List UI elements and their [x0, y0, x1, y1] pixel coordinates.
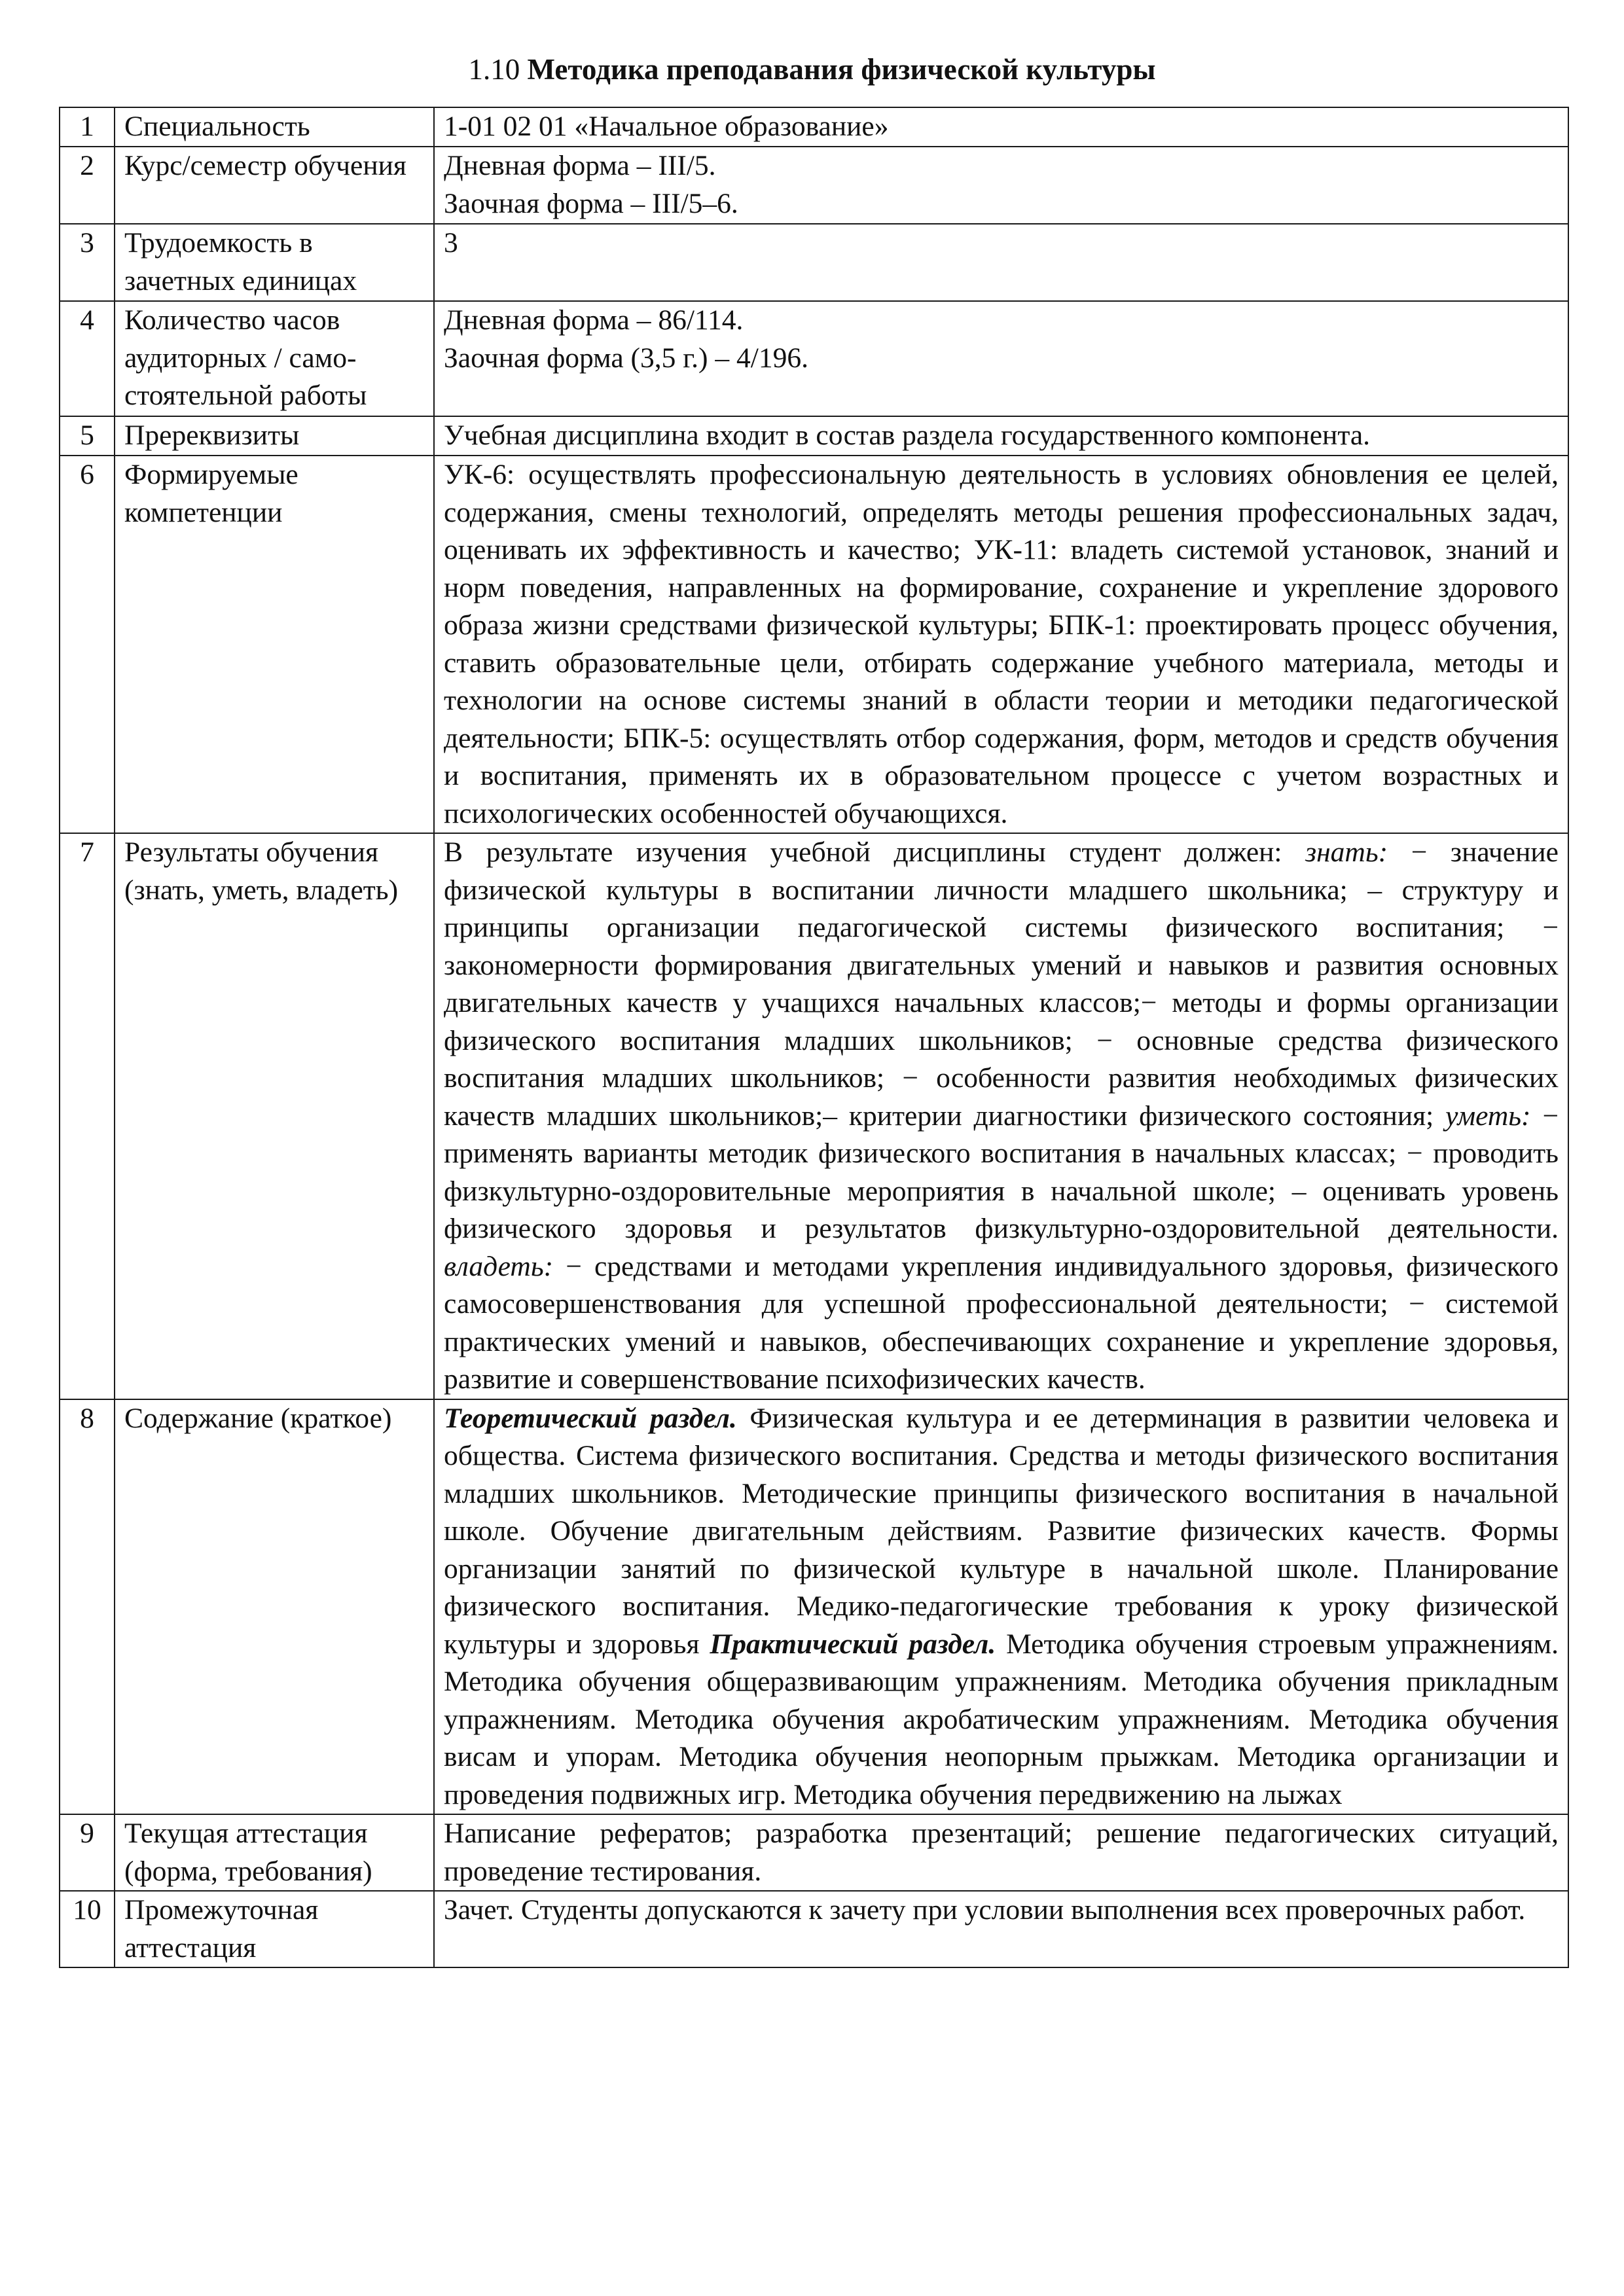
row-number: 10 [60, 1891, 115, 1967]
row-number: 6 [60, 456, 115, 833]
row-number: 9 [60, 1814, 115, 1891]
row-label: Промежуточная аттестация [115, 1891, 434, 1967]
row-number: 2 [60, 147, 115, 224]
section-heading-practice: Практический раздел. [710, 1628, 996, 1660]
row-label: Трудоемкость в зачетных единицах [115, 224, 434, 301]
row-label: Курс/семестр обучения [115, 147, 434, 224]
section-number: 1.10 [468, 53, 520, 86]
row-value [434, 107, 1568, 147]
row-number: 8 [60, 1399, 115, 1815]
row-value [434, 1399, 1568, 1815]
row-number: 7 [60, 833, 115, 1399]
table-row [60, 1891, 1568, 1967]
value-text: В результате изучения учебной дисциплины студент должен: [444, 836, 1306, 868]
section-heading-theory: Теоретический раздел. [444, 1402, 737, 1434]
row-number: 5 [60, 416, 115, 456]
discipline-card-table [59, 107, 1569, 1968]
page-title [0, 51, 1624, 88]
table-row [60, 1399, 1568, 1815]
value-line: Дневная форма – 86/114. [444, 304, 744, 336]
row-number: 4 [60, 301, 115, 416]
value-line: Учебная дисциплина входит в состав раздела государственного компонента. [444, 420, 1371, 451]
value-line: Заочная форма – III/5–6. [444, 187, 738, 219]
row-label: Формируемые компетенции [115, 456, 434, 833]
table-row [60, 301, 1568, 416]
row-label: Содержание (краткое) [115, 1399, 434, 1815]
row-value [434, 224, 1568, 301]
row-value [434, 833, 1568, 1399]
row-label: Специальность [115, 107, 434, 147]
keyword-can: уметь: [1445, 1100, 1531, 1132]
row-label: Результаты обучения (знать, уметь, владеть) [115, 833, 434, 1399]
row-value [434, 416, 1568, 456]
value-line: 1-01 02 01 «Начальное образование» [444, 111, 889, 142]
discipline-name: Методика преподавания физической культуры [527, 53, 1156, 86]
row-value: Зачет. Студенты допускаются к зачету при условии выполнения всех проверочных работ. [434, 1891, 1568, 1967]
value-line: Заочная форма (3,5 г.) – 4/196. [444, 342, 809, 374]
table-row [60, 416, 1568, 456]
value-text: − значение физической культуры в воспитании личности младшего школьника; – структуру и принципы организации педагогической системы физического воспитания; − закономерности формирования двигательных умений и навыков и развития основных двигательных качеств у учащихся начальных классов;− методы и формы организации физического воспитания младших школьников; − основные средства физического воспитания младших школьников; − особенности развития необходимых физических качеств младших школьников;– критерии диагностики физического состояния; [444, 836, 1559, 1132]
table-row [60, 147, 1568, 224]
row-label: Текущая аттестация (форма, требования) [115, 1814, 434, 1891]
table-row [60, 224, 1568, 301]
row-label: Количество часов аудиторных / само-стоятельной работы [115, 301, 434, 416]
value-text: − средствами и методами укрепления индивидуального здоровья, физического самосовершенствования для успешной профессиональной деятельности; − системой практических умений и навыков, обеспечивающих сохранение и укрепление здоровья, развитие и совершенствование психофизических качеств. [444, 1250, 1559, 1395]
table-row [60, 833, 1568, 1399]
row-value [434, 301, 1568, 416]
table-row [60, 1814, 1568, 1891]
table-row [60, 107, 1568, 147]
row-label: Пререквизиты [115, 416, 434, 456]
value-text: Методика обучения строевым упражнениям. Методика обучения общеразвивающим упражнениям. Методика обучения прикладным упражнениям. Методика обучения акробатическим упражнениям. Методика обучения висам и упорам. Методика обучения неопорным прыжкам. Методика организации и проведения подвижных игр. Методика обучения передвижению на лыжах [444, 1628, 1559, 1810]
value-text: Физическая культура и ее детерминация в развитии человека и общества. Система физического воспитания. Средства и методы физического воспитания младших школьников. Методические принципы физического воспитания в начальной школе. Обучение двигательным действиям. Развитие физических качеств. Формы организации занятий по физической культуре в начальной школе. Планирование физического воспитания. Медико-педагогические требования к уроку физической культуры и здоровья [444, 1402, 1559, 1660]
row-number: 3 [60, 224, 115, 301]
value-text: − применять варианты методик физического воспитания в начальных классах; − проводить физкультурно-оздоровительные мероприятия в начальной школе; – оценивать уровень физического здоровья и результатов физкультурно-оздоровительной деятельности. [444, 1100, 1559, 1244]
keyword-master: владеть: [444, 1250, 554, 1282]
keyword-know: знать: [1305, 836, 1388, 868]
value-line: 3 [444, 227, 458, 259]
table-row [60, 456, 1568, 833]
row-value [434, 147, 1568, 224]
value-line: Дневная форма – III/5. [444, 150, 716, 181]
row-value: Написание рефератов; разработка презентаций; решение педагогических ситуаций, проведение тестирования. [434, 1814, 1568, 1891]
row-value: УК-6: осуществлять профессиональную деятельность в условиях обновления ее целей, содержания, смены технологий, определять методы решения профессиональных задач, оценивать их эффективность и качество; УК-11: владеть системой установок, знаний и норм поведения, направленных на формирование, сохранение и укрепление здорового образа жизни средствами физической культуры; БПК-1: проектировать процесс обучения, ставить образовательные цели, отбирать содержание учебного материала, методы и технологии на основе системы знаний в области теории и методики педагогической деятельности; БПК-5: осуществлять отбор содержания, форм, методов и средств обучения и воспитания, применять их в образовательном процессе с учетом возрастных и психологических особенностей обучающихся. [434, 456, 1568, 833]
row-number: 1 [60, 107, 115, 147]
